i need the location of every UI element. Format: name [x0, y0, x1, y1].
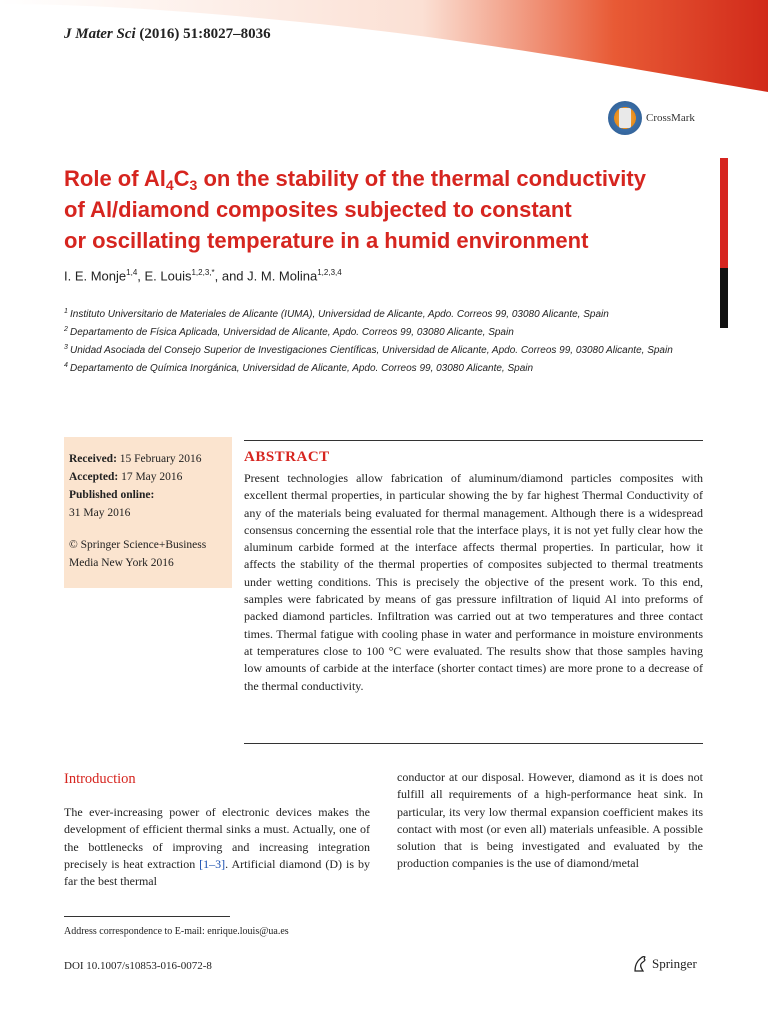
abstract-heading: ABSTRACT: [244, 449, 330, 465]
published-line: [69, 486, 227, 504]
intro-text: The ever-increasing power of electronic devices makes the development of efficient thermal sinks a must. Actually, one of the bottlenecks of improving and increasing integration precisely is heat extraction: [64, 805, 370, 871]
journal-reference: [64, 26, 271, 43]
abstract-bottom-rule: [244, 743, 703, 744]
title-line-3: or oscillating temperature in a humid environment: [64, 228, 589, 253]
affiliation-item: [64, 360, 694, 378]
author-separator: ,: [137, 268, 145, 284]
introduction-heading: Introduction: [64, 771, 136, 787]
affiliation-item: [64, 342, 694, 360]
journal-volume-pages: (2016) 51:8027–8036: [139, 26, 271, 42]
journal-name: J Mater Sci: [64, 26, 136, 42]
header-band: [0, 0, 768, 92]
author-list: [64, 268, 342, 283]
doi-label[interactable]: DOI 10.1007/s10853-016-0072-8: [64, 960, 212, 972]
publisher-name: Springer: [652, 956, 697, 971]
side-accent-bar-black: [720, 268, 728, 328]
affiliation-number: 2: [64, 326, 68, 333]
published-label: Published online:: [69, 489, 155, 501]
title-text: C: [173, 166, 190, 191]
author-name[interactable]: E. Louis: [144, 268, 192, 284]
crossmark-label: CrossMark: [646, 112, 695, 124]
published-date: 31 May 2016: [69, 507, 131, 519]
affiliation-text: Departamento de Física Aplicada, Universidad de Alicante, Apdo. Correos 99, 03080 Alicante, Spain: [70, 327, 514, 338]
article-title: [64, 163, 714, 256]
copyright-notice: © Springer Science+Business Media New York 2016: [69, 539, 207, 569]
title-subscript: 3: [189, 177, 198, 193]
affiliation-number: 4: [64, 362, 68, 369]
affiliation-list: [64, 306, 694, 378]
author-name[interactable]: I. E. Monje: [64, 268, 127, 284]
crossmark-badge[interactable]: [608, 101, 695, 135]
header-swoosh: [0, 0, 768, 92]
correspondence-footnote: Address correspondence to E-mail: enrique.louis@ua.es: [64, 926, 289, 937]
affiliation-number: 1: [64, 308, 68, 315]
accepted-date: 17 May 2016: [121, 471, 183, 483]
title-line-2: of Al/diamond composites subjected to constant: [64, 197, 572, 222]
affiliation-item: [64, 324, 694, 342]
intro-left-column: [64, 804, 370, 890]
abstract-text: Present technologies allow fabrication of aluminum/diamond particles composites with excellent thermal properties, in particular showing the by far highest Thermal Conductivity of any of the materials being evaluated for thermal management. Although there is a widespread consensus concerning the essential role that the interface plays, it is not yet fully clear how the aluminum carbide formed at the interface affects thermal properties. In particular, how it affects the stability of the thermal properties of composites subjected to thermal treatments under wetting conditions. This is precisely the objective of the present work. To this end, samples were fabricated by means of gas pressure infiltration of liquid Al into preforms of packed diamond particles. Infiltration was carried out at two temperatures and three contact times. Thermal fatigue with cooling phase in water and performance in moisture environments at temperatures close to 100 °C were evaluated. The results show that those samples having low amounts of carbide at the interface (shorter contact times) are more prone to a decrease of the thermal conductivity.: [244, 471, 703, 693]
received-date: 15 February 2016: [119, 453, 202, 465]
author-separator: , and: [214, 268, 248, 284]
title-subscript: 4: [165, 177, 174, 193]
publisher-logo: [632, 955, 697, 973]
abstract-top-rule: [244, 440, 703, 441]
received-line: [69, 450, 227, 468]
title-text: on the stability of the thermal conductivity: [197, 166, 646, 191]
author-affiliation-marks: 1,4: [126, 268, 138, 277]
title-text: Role of Al: [64, 166, 166, 191]
affiliation-text: Departamento de Química Inorgánica, Universidad de Alicante, Apdo. Correos 99, 03080 Alicante, Spain: [70, 363, 534, 374]
affiliation-number: 3: [64, 344, 68, 351]
affiliation-text: Unidad Asociada del Consejo Superior de Investigaciones Científicas, Universidad de Alicante, Apdo. Correos 99, 03080 Alicante, Spain: [70, 345, 673, 356]
affiliation-item: [64, 306, 694, 324]
accepted-line: [69, 468, 227, 486]
author-name[interactable]: J. M. Molina: [247, 268, 318, 284]
side-accent-bar-red: [720, 158, 728, 268]
affiliation-text: Instituto Universitario de Materiales de Alicante (IUMA), Universidad de Alicante, Apdo. Correos 99, 03080 Alicante, Spain: [70, 309, 609, 320]
accepted-label: Accepted:: [69, 471, 119, 483]
citation-link[interactable]: [1–3]: [199, 856, 226, 871]
crossmark-icon: [608, 101, 642, 135]
footnote-rule: [64, 916, 230, 917]
article-history-box: [64, 437, 232, 588]
intro-text: . Artificial diamond (D) is by far the best thermal: [64, 856, 370, 889]
author-affiliation-marks: 1,2,3,4: [317, 268, 342, 277]
springer-horse-icon: [632, 955, 648, 973]
intro-right-column: conductor at our disposal. However, diamond as it is does not fulfill all requirements of a high-performance heat sink. In particular, its very low thermal expansion coefficient makes its contact with most (or even all) materials unfeasible. A possible solution that is being investigated and evaluated by the production companies is the use of diamond/metal: [397, 770, 703, 871]
received-label: Received:: [69, 453, 117, 465]
author-affiliation-marks: 1,2,3,*: [191, 268, 215, 277]
